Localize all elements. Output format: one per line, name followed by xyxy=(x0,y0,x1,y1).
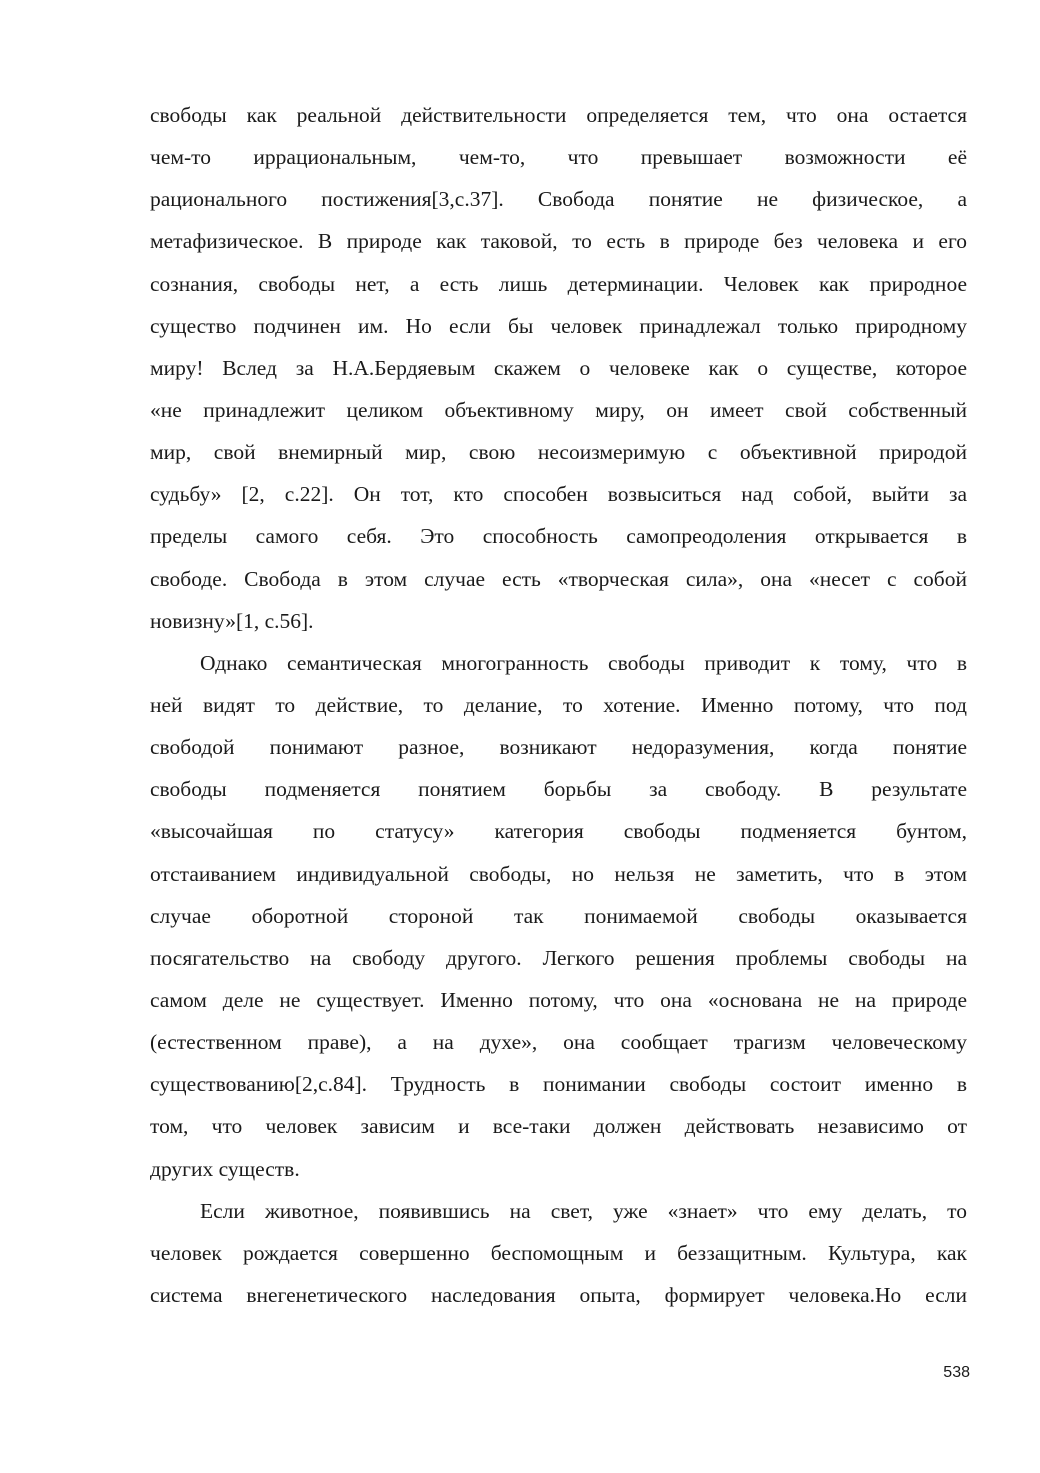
text-line: метафизическое. В природе как таковой, то есть в природе без человека и его xyxy=(150,229,967,254)
paragraph xyxy=(150,642,967,1190)
text-line: пределы самого себя. Это способность самопреодоления открывается в xyxy=(150,524,967,549)
text-line: «высочайшая по статусу» категория свободы подменяется бунтом, xyxy=(150,819,967,844)
text-line: человек рождается совершенно беспомощным и беззащитным. Культура, как xyxy=(150,1240,967,1265)
text-line: свободы подменяется понятием борьбы за свободу. В результате xyxy=(150,777,967,802)
text-line: посягательство на свободу другого. Легкого решения проблемы свободы на xyxy=(150,945,967,970)
text-line: самом деле не существует. Именно потому, что она «основана не на природе xyxy=(150,987,967,1012)
text-line: сознания, свободы нет, а есть лишь детерминации. Человек как природное xyxy=(150,271,967,296)
text-line: чем-то иррациональным, чем-то, что превышает возможности её xyxy=(150,145,967,170)
text-line: существо подчинен им. Но если бы человек принадлежал только природному xyxy=(150,313,967,338)
text-line: свободы как реальной действительности определяется тем, что она остается xyxy=(150,103,967,127)
text-line: «не принадлежит целиком объективному миру, он имеет свой собственный xyxy=(150,397,967,422)
text-line: рационального постижения[3,с.37]. Свобода понятие не физическое, а xyxy=(150,187,967,212)
text-line: свободой понимают разное, возникают недоразумения, когда понятие xyxy=(150,735,967,760)
text-line: случае оборотной стороной так понимаемой свободы оказывается xyxy=(150,903,967,928)
text-line: система внегенетического наследования опыта, формирует человека.Но если xyxy=(150,1282,967,1307)
text-line: том, что человек зависим и все-таки должен действовать независимо от xyxy=(150,1114,967,1139)
text-line: отстаиванием индивидуальной свободы, но нельзя не заметить, что в этом xyxy=(150,861,967,886)
page-number: 538 xyxy=(943,1364,970,1381)
text-line: судьбу» [2, с.22]. Он тот, кто способен возвыситься над собой, выйти за xyxy=(150,482,967,507)
text-line: ней видят то действие, то делание, то хотение. Именно потому, что под xyxy=(150,692,967,717)
paragraph xyxy=(150,94,967,642)
text-line: мир, свой внемирный мир, свою несоизмеримую с объективной природой xyxy=(150,440,967,465)
text-line: свободе. Свобода в этом случае есть «творческая сила», она «несет с собой xyxy=(150,566,967,591)
text-line: Однако семантическая многогранность свободы приводит к тому, что в xyxy=(200,650,967,675)
text-line: миру! Вслед за Н.А.Бердяевым скажем о человеке как о существе, которое xyxy=(150,355,967,380)
paragraph xyxy=(150,1190,967,1316)
text-line: существованию[2,с.84]. Трудность в понимании свободы состоит именно в xyxy=(150,1072,967,1097)
text-line: новизну»[1, с.56]. xyxy=(150,608,314,633)
text-line: Если животное, появившись на свет, уже «знает» что ему делать, то xyxy=(200,1198,967,1223)
text-line: (естественном праве), а на духе», она сообщает трагизм человеческому xyxy=(150,1030,967,1055)
text-line: других существ. xyxy=(150,1156,300,1181)
document-body xyxy=(150,94,967,1316)
